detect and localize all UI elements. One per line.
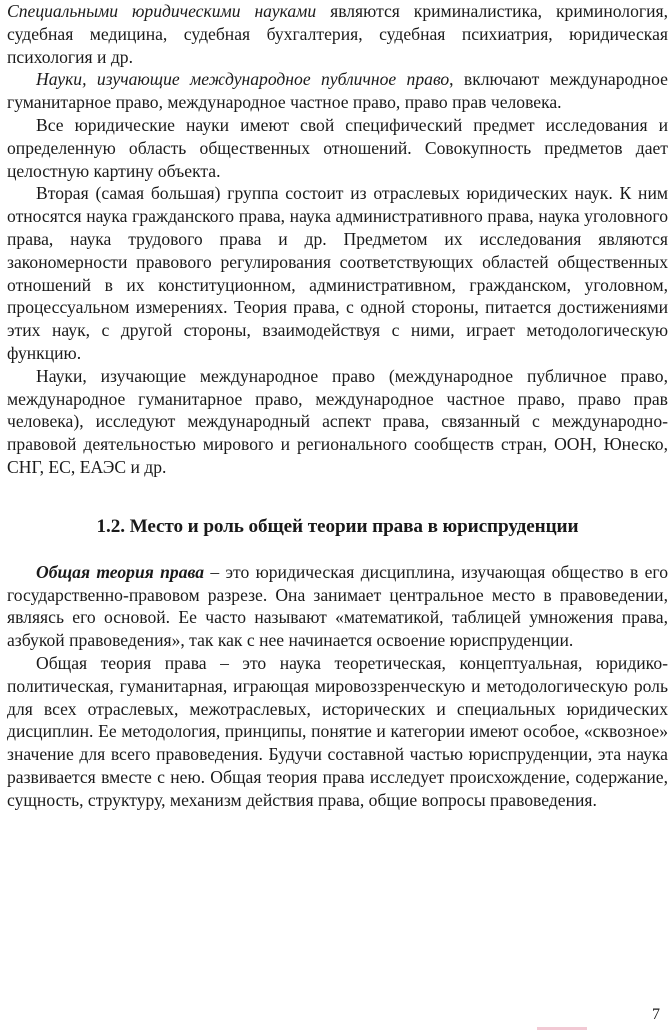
- page-edge-mark: [537, 1027, 587, 1030]
- text-block-section: [7, 561, 668, 812]
- paragraph-branch-sciences: [7, 182, 668, 364]
- paragraph-legal-sciences-subject: [7, 114, 668, 182]
- paragraph-text: Вторая (самая большая) группа состоит из отраслевых юридических наук. К ним относятся наука гражданского права, наука административного права, наука уголовного права, наука трудового права и др. Предметом их исследования являются закономерности правового регулирования соответствующих областей общественных отношений в их конституционном, административном, гражданском, уголовном, процессуальном измерениях. Теория права, с одной стороны, питается достижениями этих наук, с другой стороны, взаимодействуя с ними, играет методологическую функцию.: [7, 183, 668, 363]
- paragraph-text: Все юридические науки имеют свой специфический предмет исследования и определенную область общественных отношений. Совокупность предметов дает целостную картину объекта.: [7, 114, 668, 181]
- paragraph-text: – это юридическая дисциплина, изучающая общество в его государственно-правовом разрезе. Она занимает центральное место в правоведении, являясь его основой. Ее часто называют «математикой, таблицей умножения права, азбукой правоведения», так как с нее начинается освоение юриспруденции.: [7, 561, 668, 651]
- section-heading: 1.2. Место и роль общей теории права в юриспруденции: [96, 515, 579, 537]
- page-number: 7: [652, 1006, 660, 1023]
- paragraph-general-theory-role: [7, 652, 668, 812]
- paragraph-lead-term: Общая теория права: [36, 561, 205, 582]
- paragraph-special-sciences: [7, 0, 668, 68]
- paragraph-international-public-law: [7, 68, 668, 114]
- paragraph-text: Науки, изучающие международное право (международное публичное право, международное гуманитарное право, международное частное право, право прав человека), исследуют международный аспект права, связанный с международно-правовой деятельностью мирового и регионального сообществ стран, ООН, Юнеско, СНГ, ЕС, ЕАЭС и др.: [7, 365, 668, 477]
- text-block-top: [7, 0, 668, 479]
- paragraph-international-law-sciences: [7, 365, 668, 479]
- paragraph-lead-term: Науки, изучающие международное публичное право: [36, 69, 450, 90]
- paragraph-general-theory-definition: [7, 561, 668, 652]
- paragraph-text: являются криминалистика, криминология, судебная медицина, судебная бухгалтерия, судебная психиатрия, юридическая психология и др.: [7, 1, 668, 67]
- paragraph-text: Общая теория права – это наука теоретическая, концептуальная, юридико-политическая, гуманитарная, играющая мировоззренческую и методологическую роль для всех отраслевых, межотраслевых, исторических и специальных юридических дисциплин. Ее методология, принципы, понятие и категории имеют особое, «сквозное» значение для всего правоведения. Будучи составной частью юриспруденции, эта наука развивается вместе с нею. Общая теория права исследует происхождение, содержание, сущность, структуру, механизм действия права, общие вопросы правоведения.: [7, 652, 668, 810]
- paragraph-lead-term: Специальными юридическими науками: [7, 1, 317, 21]
- paragraph-text: , включают международное гуманитарное право, международное частное право, право прав человека.: [7, 69, 668, 113]
